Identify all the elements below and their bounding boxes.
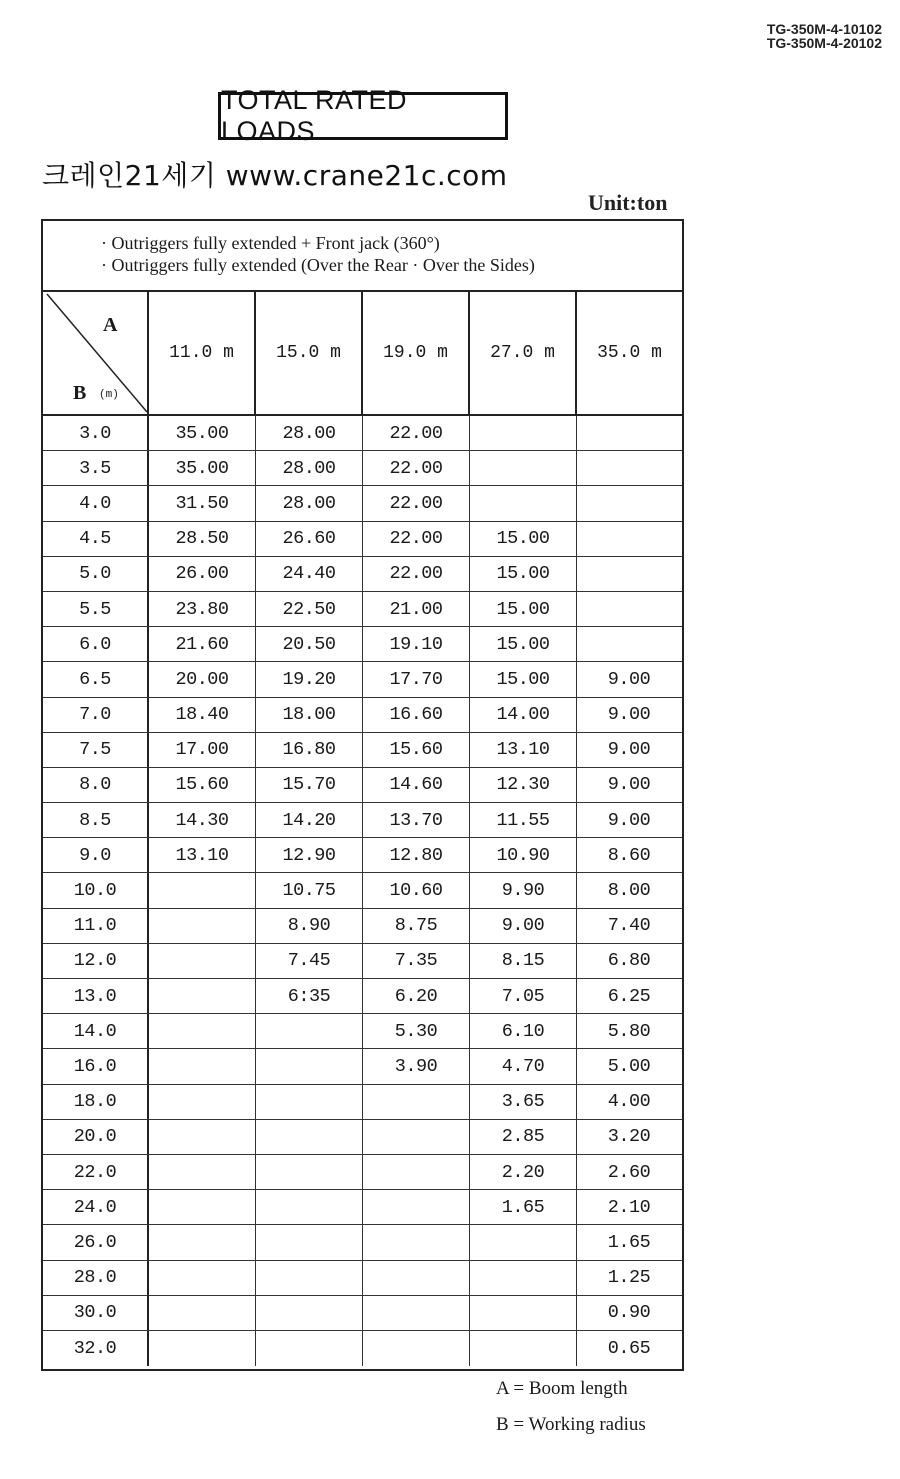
load-cell: 4.70 <box>470 1049 577 1083</box>
table-row <box>43 944 682 979</box>
load-cell: 8.90 <box>256 909 363 943</box>
load-cell <box>149 1155 256 1189</box>
radius-cell: 8.5 <box>43 803 149 837</box>
table-row <box>43 698 682 733</box>
load-cell: 6.25 <box>607 985 651 1007</box>
load-cell: 15.00 <box>470 627 577 661</box>
table-row <box>43 1155 682 1190</box>
load-cell: 1.65 <box>607 1231 651 1253</box>
table-row <box>43 557 682 592</box>
load-cell: 19.20 <box>256 662 363 696</box>
load-cell: 1.65 <box>470 1190 577 1224</box>
load-cell <box>149 1049 256 1083</box>
load-cell <box>470 451 577 485</box>
corner-label-b: B <box>73 382 87 404</box>
load-cell: 17.00 <box>149 733 256 767</box>
load-cell <box>470 1261 577 1295</box>
column-header-boom-2: 15.0 m <box>256 292 363 416</box>
load-cell: 15.60 <box>363 733 470 767</box>
load-cell: 28.00 <box>256 416 363 450</box>
load-cell <box>256 1120 363 1154</box>
load-cell: 8.60 <box>607 844 651 866</box>
load-cell: 23.80 <box>149 592 256 626</box>
load-cell <box>256 1261 363 1295</box>
radius-cell: 28.0 <box>43 1261 149 1295</box>
load-cell: 31.50 <box>149 486 256 520</box>
load-cell <box>149 1261 256 1295</box>
load-cell: 3.20 <box>607 1126 651 1148</box>
load-cell: 1.25 <box>607 1267 651 1289</box>
table-row <box>43 873 682 908</box>
legend-working-radius: B = Working radius <box>496 1414 646 1435</box>
load-cell: 13.10 <box>470 733 577 767</box>
table-row <box>43 416 682 451</box>
load-cell: 28.00 <box>256 486 363 520</box>
load-cell: 35.00 <box>149 451 256 485</box>
load-cell: 12.90 <box>256 838 363 872</box>
load-cell: 16.60 <box>363 698 470 732</box>
table-row <box>43 1049 682 1084</box>
table-row <box>43 1120 682 1155</box>
load-cell: 4.00 <box>607 1091 651 1113</box>
load-cell: 20.00 <box>149 662 256 696</box>
load-cell <box>149 873 256 907</box>
load-cell: 26.00 <box>149 557 256 591</box>
table-row <box>43 838 682 873</box>
load-cell: 7.05 <box>470 979 577 1013</box>
load-cell: 14.30 <box>149 803 256 837</box>
corner-label-b-unit: (m) <box>99 389 119 401</box>
load-cell: 21.00 <box>363 592 470 626</box>
conditions-box <box>43 221 682 292</box>
load-cell: 10.60 <box>363 873 470 907</box>
load-cell: 13.70 <box>363 803 470 837</box>
load-cell: 22.50 <box>256 592 363 626</box>
load-cell <box>149 1331 256 1366</box>
radius-cell: 30.0 <box>43 1296 149 1330</box>
load-cell <box>577 486 681 520</box>
load-cell: 18.40 <box>149 698 256 732</box>
load-cell <box>470 486 577 520</box>
load-cell: 21.60 <box>149 627 256 661</box>
radius-cell: 24.0 <box>43 1190 149 1224</box>
radius-cell: 14.0 <box>43 1014 149 1048</box>
load-cell: 9.00 <box>607 809 651 831</box>
load-cell <box>256 1085 363 1119</box>
load-cell: 2.10 <box>607 1196 651 1218</box>
load-cell <box>470 416 577 450</box>
load-cell <box>149 1225 256 1259</box>
load-cell <box>577 416 681 450</box>
load-cell: 7.45 <box>256 944 363 978</box>
load-cell: 9.90 <box>470 873 577 907</box>
load-cell: 9.00 <box>607 774 651 796</box>
radius-cell: 10.0 <box>43 873 149 907</box>
load-cell: 14.60 <box>363 768 470 802</box>
load-cell: 8.00 <box>607 880 651 902</box>
load-cell <box>363 1190 470 1224</box>
radius-cell: 26.0 <box>43 1225 149 1259</box>
load-cell <box>363 1331 470 1366</box>
radius-cell: 9.0 <box>43 838 149 872</box>
load-cell: 15.00 <box>470 592 577 626</box>
table-row <box>43 1014 682 1049</box>
table-row <box>43 486 682 521</box>
load-cell: 9.00 <box>470 909 577 943</box>
radius-cell: 4.0 <box>43 486 149 520</box>
load-cell: 11.55 <box>470 803 577 837</box>
load-cell <box>363 1120 470 1154</box>
table-row <box>43 1261 682 1296</box>
load-cell <box>256 1331 363 1366</box>
corner-label-a: A <box>103 314 118 336</box>
radius-cell: 12.0 <box>43 944 149 978</box>
table-row <box>43 1190 682 1225</box>
radius-cell: 4.5 <box>43 522 149 556</box>
load-cell: 15.60 <box>149 768 256 802</box>
load-cell: 5.00 <box>607 1055 651 1077</box>
load-cell: 35.00 <box>149 416 256 450</box>
radius-cell: 7.5 <box>43 733 149 767</box>
load-cell <box>363 1261 470 1295</box>
load-cell: 5.30 <box>363 1014 470 1048</box>
load-cell: 14.00 <box>470 698 577 732</box>
load-cell <box>256 1225 363 1259</box>
load-cell: 22.00 <box>363 557 470 591</box>
load-cell: 22.00 <box>363 486 470 520</box>
load-cell: 14.20 <box>256 803 363 837</box>
load-cell: 6.80 <box>607 950 651 972</box>
load-cell <box>149 944 256 978</box>
load-cell <box>577 451 681 485</box>
load-cell <box>256 1049 363 1083</box>
radius-cell: 11.0 <box>43 909 149 943</box>
load-cell: 20.50 <box>256 627 363 661</box>
load-cell: 8.15 <box>470 944 577 978</box>
load-cell: 6:35 <box>256 979 363 1013</box>
load-cell: 28.50 <box>149 522 256 556</box>
radius-cell: 6.0 <box>43 627 149 661</box>
load-cell <box>149 909 256 943</box>
load-cell <box>577 522 681 556</box>
load-cell: 19.10 <box>363 627 470 661</box>
table-row <box>43 1296 682 1331</box>
table-row <box>43 627 682 662</box>
load-cell: 2.85 <box>470 1120 577 1154</box>
radius-cell: 32.0 <box>43 1331 149 1366</box>
load-cell <box>149 1014 256 1048</box>
unit-label: Unit:ton <box>588 190 668 215</box>
load-cell <box>577 592 681 626</box>
load-cell <box>149 1085 256 1119</box>
load-cell <box>256 1296 363 1330</box>
load-cell: 15.00 <box>470 522 577 556</box>
load-cell: 0.90 <box>607 1302 651 1324</box>
load-cell: 24.40 <box>256 557 363 591</box>
radius-cell: 7.0 <box>43 698 149 732</box>
radius-cell: 18.0 <box>43 1085 149 1119</box>
load-cell <box>149 979 256 1013</box>
table-body <box>43 416 682 1366</box>
load-cell: 15.00 <box>470 662 577 696</box>
load-cell: 17.70 <box>363 662 470 696</box>
table-row <box>43 1085 682 1120</box>
load-cell <box>256 1014 363 1048</box>
load-cell: 7.35 <box>363 944 470 978</box>
load-cell <box>470 1225 577 1259</box>
load-cell <box>149 1190 256 1224</box>
load-cell: 28.00 <box>256 451 363 485</box>
load-cell <box>470 1331 577 1366</box>
load-cell: 12.80 <box>363 838 470 872</box>
column-header-boom-3: 19.0 m <box>363 292 470 416</box>
table-row <box>43 451 682 486</box>
document-number <box>767 22 882 50</box>
radius-cell: 6.5 <box>43 662 149 696</box>
load-cell: 9.00 <box>607 668 651 690</box>
page-title-box <box>218 85 508 146</box>
load-cell: 16.80 <box>256 733 363 767</box>
radius-cell: 3.0 <box>43 416 149 450</box>
load-cell: 6.20 <box>363 979 470 1013</box>
load-cell: 6.10 <box>470 1014 577 1048</box>
table-row <box>43 522 682 557</box>
load-cell <box>256 1190 363 1224</box>
corner-header-cell <box>43 292 149 416</box>
watermark-text: 크레인21세기 www.crane21c.com <box>42 159 508 192</box>
legend-boom-length: A = Boom length <box>496 1378 628 1399</box>
table-row <box>43 1225 682 1260</box>
load-cell: 15.70 <box>256 768 363 802</box>
load-cell: 12.30 <box>470 768 577 802</box>
load-cell <box>577 557 681 591</box>
table-row <box>43 662 682 697</box>
load-cell: 9.00 <box>607 739 651 761</box>
document-number-1: TG-350M-4-10102 <box>766 21 882 37</box>
load-cell: 15.00 <box>470 557 577 591</box>
load-cell: 26.60 <box>256 522 363 556</box>
radius-cell: 20.0 <box>43 1120 149 1154</box>
load-cell: 5.80 <box>607 1020 651 1042</box>
load-cell <box>470 1296 577 1330</box>
load-cell: 3.90 <box>363 1049 470 1083</box>
corner-diagonal-line <box>43 292 149 414</box>
load-cell <box>149 1296 256 1330</box>
load-cell: 8.75 <box>363 909 470 943</box>
column-header-boom-4: 27.0 m <box>470 292 577 416</box>
load-cell: 22.00 <box>363 522 470 556</box>
load-cell: 9.00 <box>607 704 651 726</box>
radius-cell: 3.5 <box>43 451 149 485</box>
load-cell <box>577 627 681 661</box>
load-cell: 2.20 <box>470 1155 577 1189</box>
load-cell: 2.60 <box>607 1161 651 1183</box>
load-cell <box>363 1085 470 1119</box>
condition-line-2: · Outriggers fully extended (Over the Rear · Over the Sides) <box>101 255 535 275</box>
document-number-2: TG-350M-4-20102 <box>766 35 882 51</box>
load-cell: 22.00 <box>363 416 470 450</box>
load-cell: 10.75 <box>256 873 363 907</box>
load-chart-table <box>41 219 684 1371</box>
condition-line-1: · Outriggers fully extended + Front jack (360°) <box>101 233 440 253</box>
load-cell <box>363 1296 470 1330</box>
table-row <box>43 592 682 627</box>
load-cell <box>363 1155 470 1189</box>
radius-cell: 16.0 <box>43 1049 149 1083</box>
load-cell: 22.00 <box>363 451 470 485</box>
page-title: TOTAL RATED LOADS <box>221 85 408 146</box>
load-cell: 18.00 <box>256 698 363 732</box>
load-cell: 7.40 <box>607 915 651 937</box>
column-header-boom-5: 35.0 m <box>577 292 682 416</box>
table-row <box>43 768 682 803</box>
load-cell: 13.10 <box>149 838 256 872</box>
table-row <box>43 733 682 768</box>
load-cell: 0.65 <box>607 1337 651 1359</box>
table-row <box>43 803 682 838</box>
table-row <box>43 979 682 1014</box>
radius-cell: 22.0 <box>43 1155 149 1189</box>
load-cell: 10.90 <box>470 838 577 872</box>
table-row <box>43 909 682 944</box>
load-cell <box>256 1155 363 1189</box>
load-cell <box>363 1225 470 1259</box>
column-header-boom-1: 11.0 m <box>149 292 256 416</box>
load-cell: 3.65 <box>470 1085 577 1119</box>
load-cell <box>149 1120 256 1154</box>
radius-cell: 13.0 <box>43 979 149 1013</box>
radius-cell: 5.0 <box>43 557 149 591</box>
radius-cell: 5.5 <box>43 592 149 626</box>
table-row <box>43 1331 682 1366</box>
radius-cell: 8.0 <box>43 768 149 802</box>
